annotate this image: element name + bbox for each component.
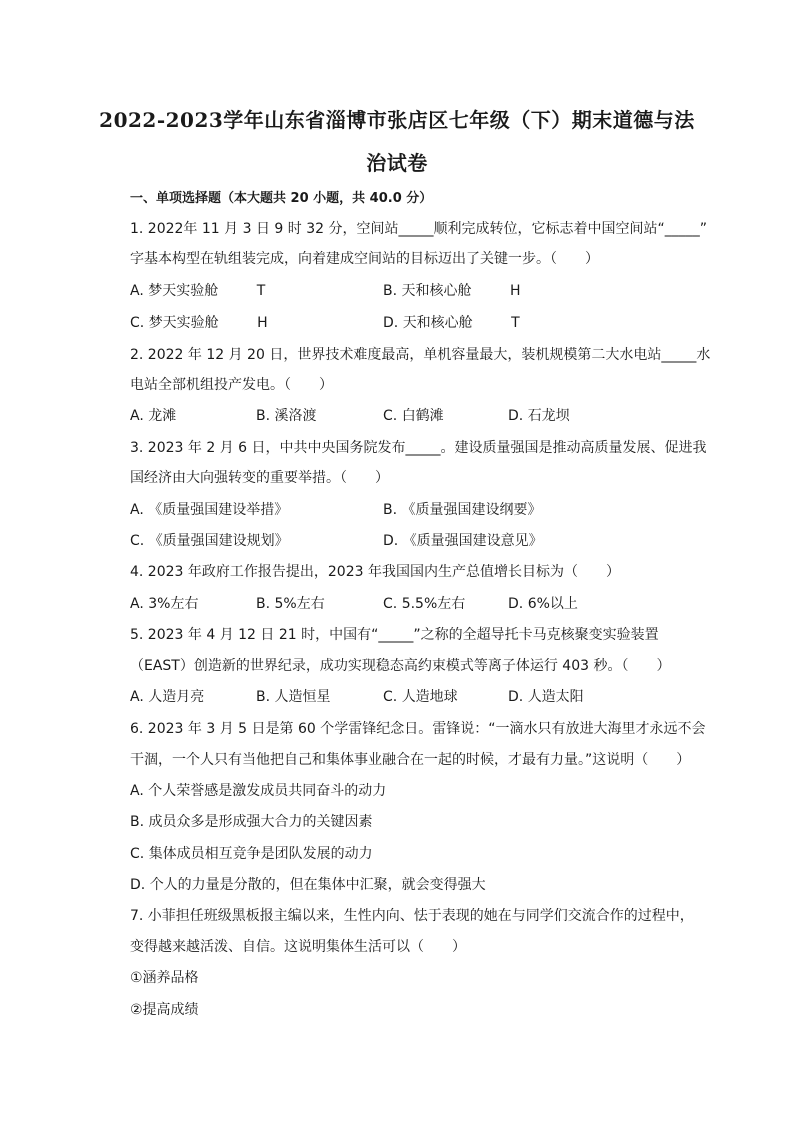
option-text: 溪洛渡 — [274, 408, 317, 424]
q5-option-b[interactable] — [256, 686, 331, 706]
option-letter: B. — [383, 283, 398, 299]
question-7-line-1: 7. 小菲担任班级黑板报主编以来，生性内向、怯于表现的她在与同学们交流合作的过程中， — [130, 908, 694, 924]
option-letter: C. — [383, 408, 398, 424]
exam-title-line1: 2022-2023学年山东省淄博市张店区七年级（下）期末道德与法 — [99, 108, 695, 132]
option-letter: B. — [130, 814, 145, 830]
option-letter: A. — [130, 502, 144, 518]
option-text: 《质量强国建设规划》 — [148, 533, 289, 549]
option-letter: D. — [383, 315, 399, 331]
q5-option-a[interactable] — [130, 686, 204, 706]
question-6-line-1: 6. 2023 年 3 月 5 日是第 60 个学雷锋纪念日。雷锋说：“一滴水只有放进大海里才永远不会 — [130, 721, 706, 737]
option-extra: T — [511, 315, 520, 331]
option-text: 梦天实验舱 — [148, 283, 219, 299]
option-text: 《质量强国建设纲要》 — [401, 502, 542, 518]
q6-option-b[interactable] — [130, 811, 373, 831]
option-letter: A. — [130, 596, 144, 612]
option-extra: T — [256, 283, 266, 299]
option-extra: H — [257, 315, 268, 331]
option-letter: B. — [256, 596, 271, 612]
option-letter: A. — [130, 408, 144, 424]
question-5-line-1: 5. 2023 年 4 月 12 日 21 时，中国有“_____”之称的全超导托卡马克核聚变实验装置 — [130, 627, 659, 643]
q2-option-b[interactable] — [256, 405, 317, 425]
question-3-line-1: 3. 2023 年 2 月 6 日，中共中央国务院发布_____。建设质量强国是推动高质量发展、促进我 — [130, 440, 707, 456]
q3-option-d[interactable] — [383, 530, 543, 550]
q3-option-b[interactable] — [383, 499, 542, 519]
option-text: 成员众多是形成强大合力的关键因素 — [148, 814, 373, 830]
q4-option-a[interactable] — [130, 593, 198, 613]
option-letter: B. — [256, 689, 271, 705]
option-text: 人造太阳 — [527, 689, 584, 705]
option-text: 5%左右 — [274, 596, 325, 612]
option-text: 梦天实验舱 — [148, 315, 219, 331]
q2-option-c[interactable] — [383, 405, 444, 425]
q2-option-d[interactable] — [508, 405, 570, 425]
q1-option-a[interactable] — [130, 280, 265, 300]
section-heading: 一、单项选择题（本大题共 20 小题，共 40.0 分） — [130, 191, 433, 206]
question-7-line-2: 变得越来越活泼、自信。这说明集体生活可以（ ） — [130, 939, 466, 955]
option-text: 个人的力量是分散的，但在集体中汇聚，就会变得强大 — [149, 877, 486, 893]
question-3-line-2: 国经济由大向强转变的重要举措。（ ） — [130, 470, 389, 486]
option-letter: C. — [383, 689, 398, 705]
q7-statement-2: ②提高成绩 — [130, 1002, 199, 1018]
option-letter: C. — [130, 533, 145, 549]
option-letter: C. — [130, 846, 145, 862]
option-text: 人造月亮 — [148, 689, 205, 705]
question-5-line-2: （EAST）创造新的世界纪录，成功实现稳态高约束模式等离子体运行 403 秒。（ ） — [130, 658, 671, 674]
option-text: 个人荣誉感是激发成员共同奋斗的动力 — [148, 783, 387, 799]
option-text: 6%以上 — [527, 596, 578, 612]
option-letter: D. — [508, 408, 524, 424]
option-text: 人造地球 — [401, 689, 458, 705]
q1-option-d[interactable] — [383, 312, 520, 332]
q4-option-b[interactable] — [256, 593, 325, 613]
question-1-line-2: 字基本构型在轨组装完成，向着建成空间站的目标迈出了关键一步。（ ） — [130, 251, 599, 267]
option-letter: C. — [130, 315, 145, 331]
q4-option-c[interactable] — [383, 593, 465, 613]
question-2-line-2: 电站全部机组投产发电。（ ） — [130, 377, 333, 393]
q3-option-c[interactable] — [130, 530, 289, 550]
option-text: 天和核心舱 — [402, 315, 473, 331]
question-4-line-1: 4. 2023 年政府工作报告提出，2023 年我国国内生产总值增长目标为（ ） — [130, 564, 620, 580]
question-2-line-1: 2. 2022 年 12 月 20 日，世界技术难度最高，单机容量最大，装机规模第二大水电站_____水 — [130, 347, 711, 363]
q6-option-d[interactable] — [130, 874, 486, 894]
option-letter: A. — [130, 783, 144, 799]
option-text: 白鹤滩 — [401, 408, 444, 424]
option-text: 石龙坝 — [527, 408, 570, 424]
q4-option-d[interactable] — [508, 593, 578, 613]
q7-statement-1: ①涵养品格 — [130, 970, 199, 986]
q5-option-c[interactable] — [383, 686, 458, 706]
option-text: 《质量强国建设意见》 — [402, 533, 543, 549]
option-extra: H — [509, 283, 521, 299]
option-letter: D. — [383, 533, 399, 549]
q2-option-a[interactable] — [130, 405, 176, 425]
option-letter: D. — [508, 689, 524, 705]
option-letter: B. — [256, 408, 271, 424]
option-text: 集体成员相互竞争是团队发展的动力 — [148, 846, 373, 862]
question-6-line-2: 干涸，一个人只有当他把自己和集体事业融合在一起的时候，才最有力量。”这说明（ ） — [130, 752, 691, 768]
q6-option-c[interactable] — [130, 843, 373, 863]
option-letter: D. — [130, 877, 146, 893]
q3-option-a[interactable] — [130, 499, 288, 519]
option-text: 《质量强国建设举措》 — [148, 502, 289, 518]
option-text: 3%左右 — [148, 596, 199, 612]
question-1-line-1: 1. 2022年 11 月 3 日 9 时 32 分，空间站_____顺利完成转位，它标志着中国空间站“_____” — [130, 221, 707, 237]
option-letter: A. — [130, 689, 144, 705]
option-letter: C. — [383, 596, 398, 612]
exam-title-line2: 治试卷 — [366, 151, 428, 175]
option-letter: A. — [130, 283, 144, 299]
q6-option-a[interactable] — [130, 780, 386, 800]
q1-option-b[interactable] — [383, 280, 521, 300]
option-text: 人造恒星 — [274, 689, 331, 705]
q1-option-c[interactable] — [130, 312, 268, 332]
option-letter: B. — [383, 502, 398, 518]
option-text: 5.5%左右 — [401, 596, 466, 612]
option-letter: D. — [508, 596, 524, 612]
option-text: 天和核心舱 — [401, 283, 472, 299]
option-text: 龙滩 — [148, 408, 177, 424]
q5-option-d[interactable] — [508, 686, 584, 706]
